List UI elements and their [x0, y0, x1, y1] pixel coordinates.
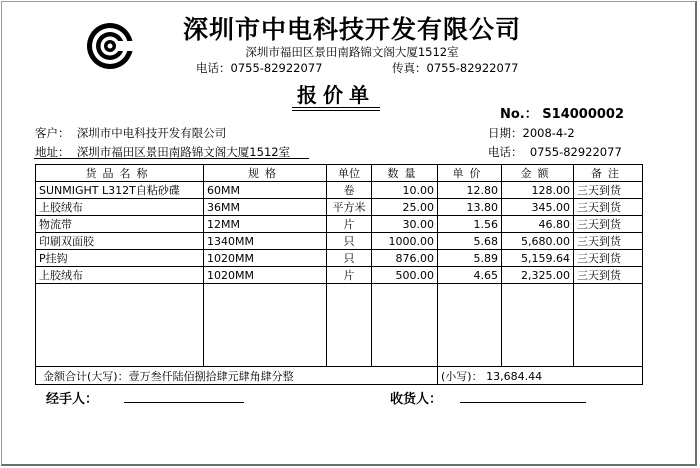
total-lower	[438, 367, 643, 385]
item-amount: 46.80	[502, 216, 574, 233]
header-spec: 规格	[204, 165, 327, 182]
header-item-name: 货品名称	[36, 165, 204, 182]
item-remarks: 三天到货	[574, 199, 643, 216]
table-row	[36, 216, 643, 233]
total-upper-value: 壹万叁仟陆佰捌拾肆元肆角肆分整	[128, 369, 294, 383]
quote-date	[488, 125, 575, 141]
item-amount: 128.00	[502, 182, 574, 199]
total-upper-label: 金额合计(大写)：	[43, 369, 129, 383]
item-remarks: 三天到货	[574, 267, 643, 284]
quotation-document	[1, 1, 697, 466]
handler-signature-line	[124, 402, 244, 403]
item-remarks: 三天到货	[574, 233, 643, 250]
table-row	[36, 199, 643, 216]
total-row	[36, 367, 643, 385]
item-spec: 1020MM	[204, 250, 327, 267]
customer-phone-label: 电话：	[488, 145, 523, 159]
receiver-label: 收货人：	[390, 392, 443, 407]
item-spec: 12MM	[204, 216, 327, 233]
item-amount: 5,159.64	[502, 250, 574, 267]
header-unit: 单位	[327, 165, 372, 182]
total-lower-value: 13,684.44	[486, 369, 543, 383]
table-header-row	[36, 165, 643, 182]
customer-name	[35, 125, 226, 141]
customer-phone	[488, 144, 622, 160]
item-remarks: 三天到货	[574, 216, 643, 233]
document-number-value: S14000002	[542, 107, 625, 122]
customer-value: 深圳市中电科技开发有限公司	[76, 126, 227, 140]
item-unit: 只	[327, 250, 372, 267]
item-unit-price: 5.89	[438, 250, 502, 267]
document-number	[500, 103, 624, 122]
item-spec: 60MM	[204, 182, 327, 199]
company-address: 深圳市福田区景田南路锦文阁大厦1512室	[245, 45, 459, 59]
date-value: 2008-4-2	[522, 126, 575, 140]
title-underline	[292, 107, 380, 111]
item-unit-price: 5.68	[438, 233, 502, 250]
customer-phone-value: 0755-82922077	[529, 145, 622, 159]
item-remarks: 三天到货	[574, 182, 643, 199]
header-remarks: 备注	[574, 165, 643, 182]
item-quantity: 30.00	[372, 216, 438, 233]
header-quantity: 数量	[372, 165, 438, 182]
total-upper	[36, 367, 438, 385]
table-row	[36, 233, 643, 250]
company-phone	[196, 60, 322, 76]
quotation-table	[35, 164, 643, 385]
item-name: 物流带	[36, 216, 204, 233]
item-unit: 卷	[327, 182, 372, 199]
document-title: 报价单	[297, 83, 375, 107]
item-quantity: 1000.00	[372, 233, 438, 250]
item-spec: 1340MM	[204, 233, 327, 250]
item-name: 上胶绒布	[36, 199, 204, 216]
item-quantity: 876.00	[372, 250, 438, 267]
table-row	[36, 250, 643, 267]
document-number-label: No.：	[500, 107, 538, 122]
company-name: 深圳市中电科技开发有限公司	[182, 15, 521, 44]
table-row	[36, 267, 643, 284]
company-phone-value: 0755-82922077	[230, 61, 323, 75]
item-unit-price: 1.56	[438, 216, 502, 233]
item-spec: 36MM	[204, 199, 327, 216]
company-logo-icon	[80, 20, 140, 72]
item-unit-price: 13.80	[438, 199, 502, 216]
company-phone-label: 电话：	[196, 61, 231, 75]
address-value: 深圳市福田区景田南路锦文阁大厦1512室	[76, 145, 291, 159]
address-label: 地址：	[35, 145, 70, 159]
item-amount: 2,325.00	[502, 267, 574, 284]
total-lower-label: (小写)：	[441, 369, 483, 383]
item-name: SUNMIGHT L312T自粘砂碟	[36, 182, 204, 199]
header-unit-price: 单价	[438, 165, 502, 182]
item-name: P挂钩	[36, 250, 204, 267]
item-spec: 1020MM	[204, 267, 327, 284]
item-amount: 5,680.00	[502, 233, 574, 250]
item-unit: 片	[327, 267, 372, 284]
company-fax-label: 传真：	[392, 61, 427, 75]
item-amount: 345.00	[502, 199, 574, 216]
item-unit-price: 4.65	[438, 267, 502, 284]
item-unit: 片	[327, 216, 372, 233]
address-underline	[34, 158, 309, 159]
company-fax-value: 0755-82922077	[426, 61, 519, 75]
item-quantity: 500.00	[372, 267, 438, 284]
receiver-signature-line	[460, 402, 586, 403]
item-quantity: 10.00	[372, 182, 438, 199]
date-label: 日期：	[488, 126, 523, 140]
header-amount: 金额	[502, 165, 574, 182]
customer-label: 客户：	[35, 126, 70, 140]
item-name: 上胶绒布	[36, 267, 204, 284]
item-remarks: 三天到货	[574, 250, 643, 267]
item-unit: 只	[327, 233, 372, 250]
item-unit-price: 12.80	[438, 182, 502, 199]
table-empty-row	[36, 284, 643, 367]
table-row	[36, 182, 643, 199]
item-quantity: 25.00	[372, 199, 438, 216]
company-fax	[392, 60, 518, 76]
handler-label: 经手人：	[46, 392, 99, 407]
item-unit: 平方米	[327, 199, 372, 216]
item-name: 印刷双面胶	[36, 233, 204, 250]
